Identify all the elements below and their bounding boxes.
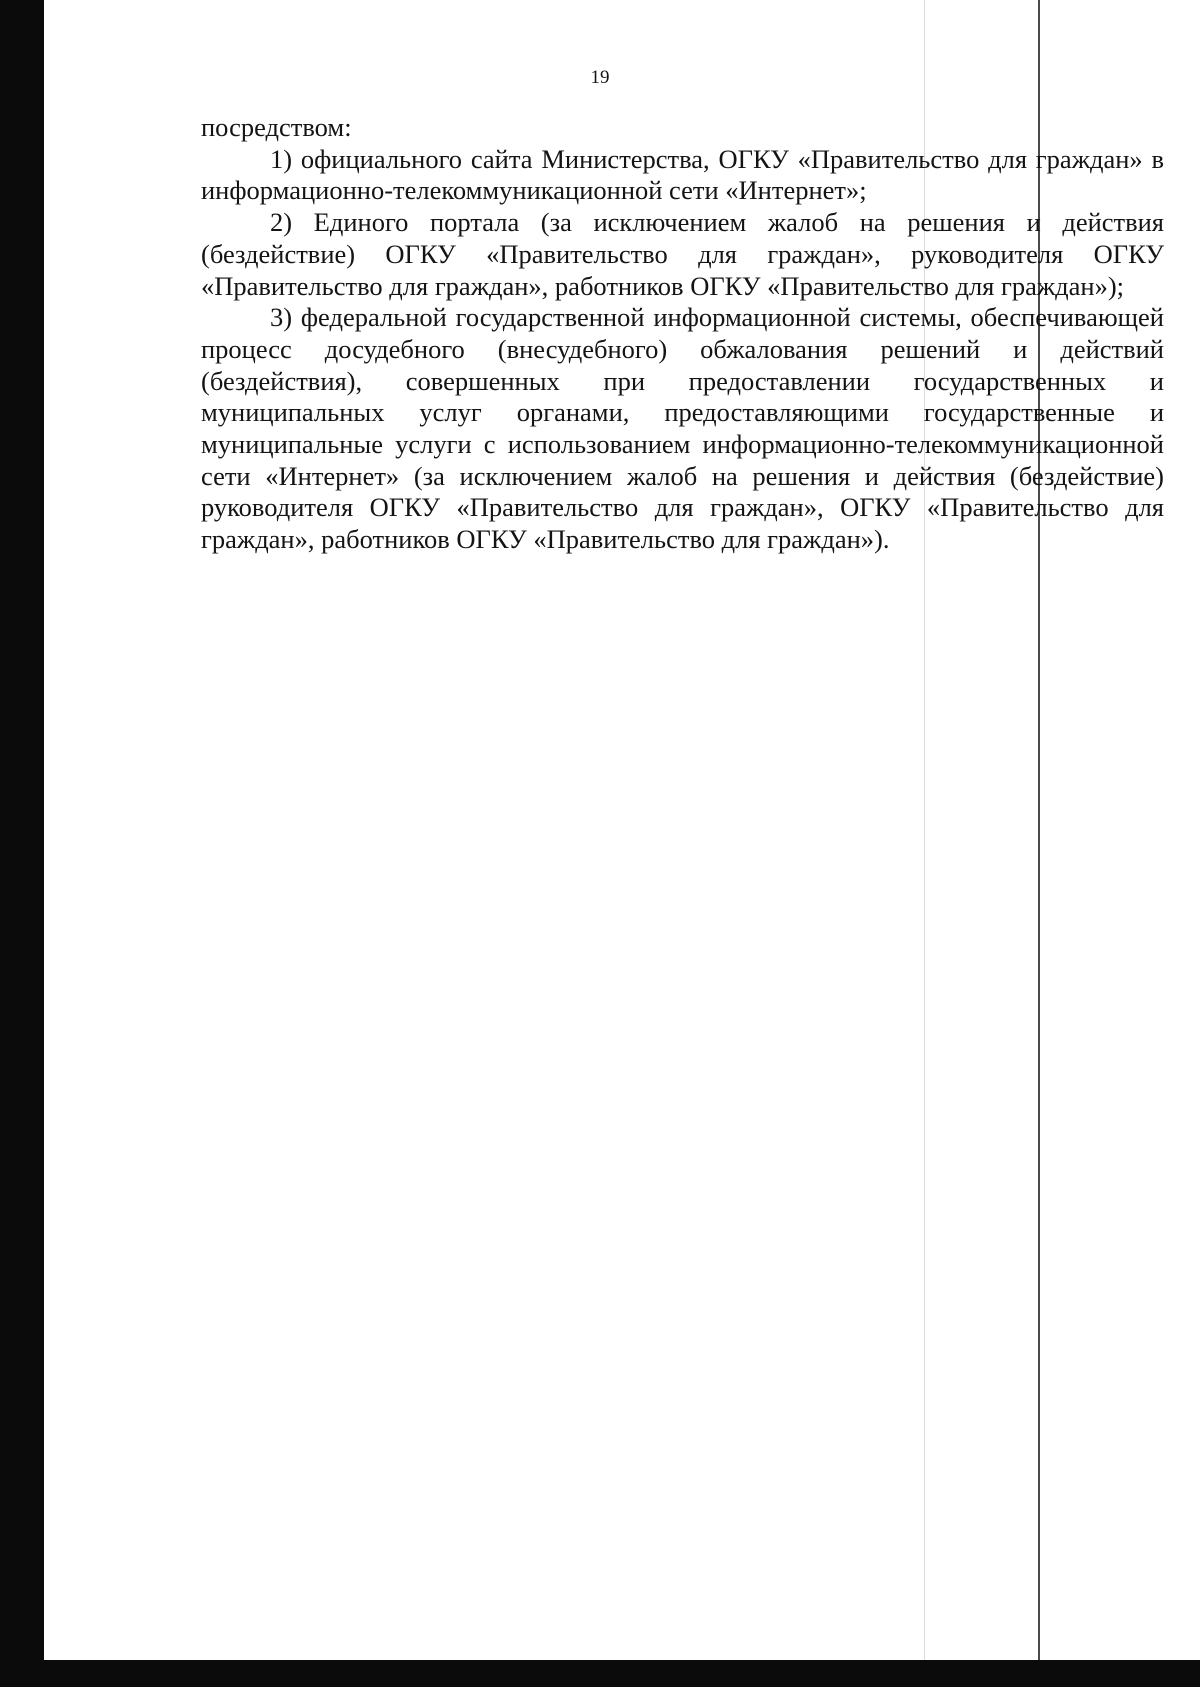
page-number: 19 [590, 67, 610, 88]
scan-left-border [0, 0, 44, 1687]
paragraph-item-3: 3) федеральной государственной информационной системы, обеспечивающей процесс досудебного (внесудебного) обжалования решений и действий (бездействия), совершенных при предоставлении государственных и муниципальных услуг органами, предоставляющими государственные и муниципальные услуги с использованием информационно-телекоммуникационной сети «Интернет» (за исключением жалоб на решения и действия (бездействие) руководителя ОГКУ «Правительство для граждан», ОГКУ «Правительство для граждан», работников ОГКУ «Правительство для граждан»). [201, 302, 1164, 555]
paragraph-item-2: 2) Единого портала (за исключением жалоб на решения и действия (бездействие) ОГКУ «Правительство для граждан», руководителя ОГКУ «Правительство для граждан», работников ОГКУ «Правительство для граждан»); [201, 207, 1164, 301]
paragraph-item-1: 1) официального сайта Министерства, ОГКУ «Правительство для граждан» в информационно-телекоммуникационной сети «Интернет»; [201, 143, 1164, 206]
paragraph-intro: посредством: [201, 112, 352, 142]
document-body [201, 112, 1164, 556]
scan-bottom-border [0, 1660, 1200, 1687]
